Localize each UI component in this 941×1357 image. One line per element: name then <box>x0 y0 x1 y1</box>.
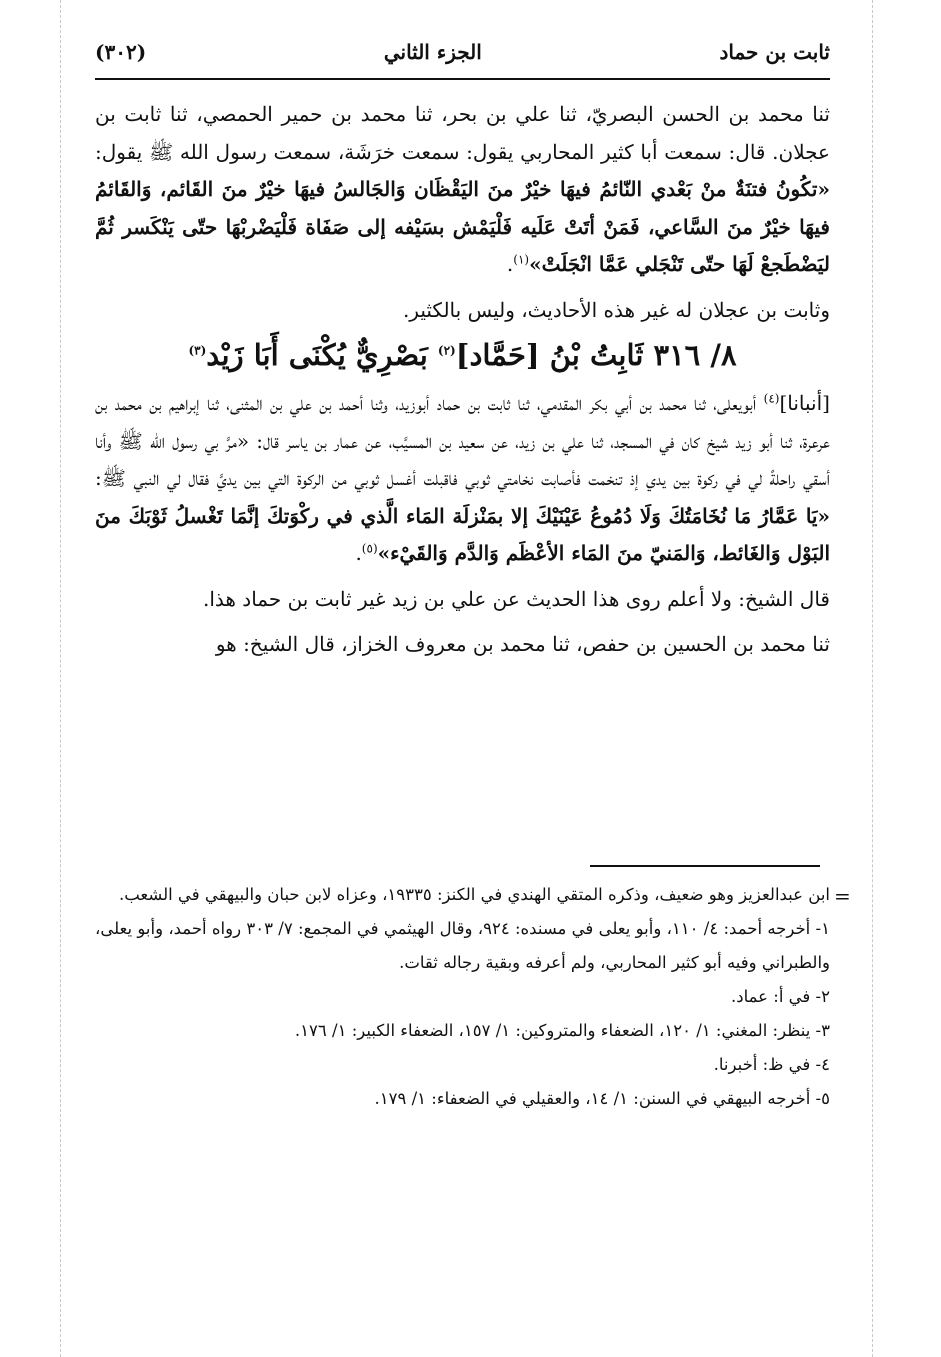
footnotes <box>95 878 830 1116</box>
header-subject: ثابت بن حماد <box>719 40 830 64</box>
footnote-3: ٣- ينظر: المغني: ١/ ١٢٠، الضعفاء والمتروكين: ١/ ١٥٧، الضعفاء الكبير: ١/ ١٧٦. <box>294 1021 830 1040</box>
paragraph-1-text: ثنا محمد بن الحسن البصريّ، ثنا علي بن بحر، ثنا محمد بن حمير الحمصي، ثنا ثابت بن عجلان. قال: سمعت أبا كثير المحاربي يقول: سمعت خرَشَة، سمعت رسول الله ﷺ يقول: <box>95 102 830 164</box>
header-page-number: (٣٠٢) <box>95 40 147 64</box>
paragraph-3-lead: [أنبانا] <box>779 391 830 415</box>
paragraph-5: ثنا محمد بن الحسين بن حفص، ثنا محمد بن معروف الخزاز، قال الشيخ: هو <box>215 632 830 656</box>
paragraph-4: قال الشيخ: ولا أعلم روى هذا الحديث عن علي بن زيد غير ثابت بن حماد هذا. <box>202 586 830 611</box>
hadith-quote-2: «يَا عَمَّارُ مَا نُخَامَتُكَ وَلَا دُمُوعُ عَيْنَيْكَ إلا بمَنْزلَة المَاء الَّذي في ركْوَتكَ إنَّمَا تَغْسلُ ثَوْبَكَ منَ البَوْل وَالغَائط، وَالمَنيّ منَ المَاء الأعْظَم وَالدَّم وَالقَيْء» <box>95 503 830 565</box>
entry-name: ثَابِتُ بْنُ [حَمَّاد] <box>455 338 644 372</box>
page-header <box>95 32 830 72</box>
entry-description: بَصْرِيٌّ يُكْنَى أَبَا زَيْد <box>206 338 428 372</box>
header-part: الجزء الثاني <box>383 40 482 64</box>
entry-number: ٨/ ٣١٦ <box>653 338 737 372</box>
footnote-1: ١- أخرجه أحمد: ٤/ ١١٠، وأبو يعلى في مسنده: ٩٢٤، وقال الهيثمي في المجمع: ٧/ ٣٠٣ رواه أحمد، وأبو يعلى، والطبراني وفيه أبو كثير المحاربي، ولم أعرفه وبقية رجاله ثقات. <box>95 919 830 972</box>
footnote-4: ٤- في ظ: أخبرنا. <box>713 1055 830 1074</box>
footnote-ref-3: (٣) <box>188 343 207 358</box>
footnote-continuation-mark: = <box>834 884 851 908</box>
paragraph-3-end: . <box>355 541 362 565</box>
footnote-ref-4: (٤) <box>763 391 780 406</box>
paragraph-3 <box>95 385 830 573</box>
footnote-5: ٥- أخرجه البيهقي في السنن: ١/ ١٤، والعقيلي في الضعفاء: ١/ ١٧٩. <box>374 1089 830 1108</box>
paragraph-2: وثابت بن عجلان له غير هذه الأحاديث، وليس بالكثير. <box>402 297 830 322</box>
main-text <box>95 96 830 664</box>
footnote-ref-2: (٢) <box>437 343 456 358</box>
footnote-rule <box>590 865 820 867</box>
paragraph-3-text: أبويعلى، ثنا محمد بن أبي بكر المقدمي، ثنا ثابت بن حماد أبوزيد، وثنا أحمد بن علي بن المثنى، ثنا إبراهيم بن محمد بن عرعرة، ثنا أبو زيد شيخ كان في المسجد، ثنا علي بن زيد، عن سعيد بن المسيَّب، عن عمار بن ياسر قال: «مرَّ بي رسول الله ﷺ وأنا أسقي راحلةً لي في ركوة بين يدي إذ تنخمت فأصابت نخامتي ثوبي فاقبلت أغسل ثوبي من الركوة التي بين يديَّ فقال لي النبي ﷺ: <box>95 391 830 490</box>
header-rule <box>95 78 830 80</box>
paragraph-1 <box>95 96 830 284</box>
footnote-continuation: ابن عبدالعزيز وهو ضعيف، وذكره المتقي الهندي في الكنز: ١٩٣٣٥، وعزاه لابن حبان والبيهقي في الشعب. <box>118 885 830 904</box>
footnote-ref-5: (٥) <box>361 541 378 556</box>
margin-guide-right <box>872 0 873 1357</box>
paragraph-1-end: . <box>506 252 514 276</box>
margin-guide-left <box>60 0 61 1357</box>
footnote-2: ٢- في أ: عماد. <box>731 987 830 1006</box>
hadith-quote-1: «تكُونُ فتنَةٌ منْ بَعْدي النّائمُ فيهَا خيْرٌ منَ اليَقْظَان وَالجَالسُ فيهَا خيْرٌ منَ القَائم، وَالقَائمُ فيهَا خيْرٌ منَ السَّاعي، فَمَنْ أتَتْ عَلَيه فَلْيَمْش بسَيْفه إلى صَفَاة فَلْيَضْربْهَا حتّى يَنْكَسر ثُمَّ ليَضْطَجعْ لَهَا حتّى تَنْجَلي عَمَّا انْجَلَتْ» <box>95 177 831 276</box>
footnote-ref-1: (١) <box>513 252 530 267</box>
entry-heading <box>95 333 830 377</box>
